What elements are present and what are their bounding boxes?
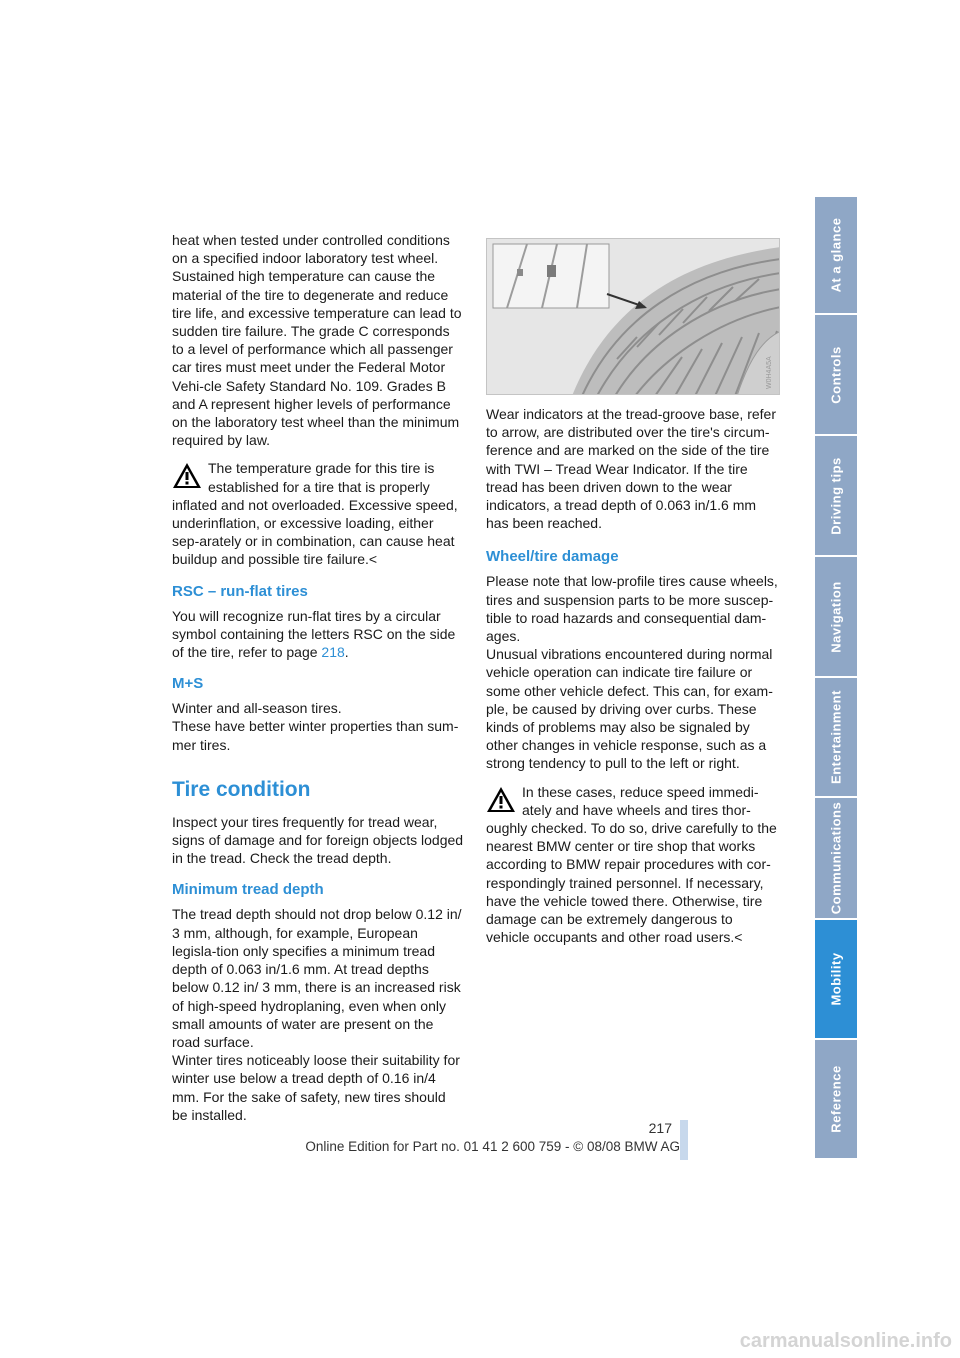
wheel-tire-damage-heading: Wheel/tire damage [486, 548, 619, 566]
tab-label: Reference [828, 1065, 844, 1133]
rsc-heading: RSC – run-flat tires [172, 582, 308, 600]
chapter-sidebar [815, 197, 857, 1160]
tab-label: Controls [828, 345, 844, 404]
tab-at-a-glance[interactable] [815, 197, 857, 315]
warning-line-1: In these cases, reduce speed immedi- [522, 783, 759, 800]
damage-warning [486, 783, 778, 947]
rsc-paragraph [172, 607, 464, 662]
site-watermark: carmanualsonline.info [739, 1330, 952, 1352]
rsc-text: You will recognize run-flat tires by a circular symbol containing the letters RSC on the side of the tire, refer to page [172, 607, 456, 661]
tab-reference[interactable] [815, 1040, 857, 1160]
min-tread-paragraph-2: Winter tires noticeably loose their suitability for winter use below a tread depth of 0.16 in/4 mm. For the sake of safety, new tires should be installed. [172, 1052, 460, 1123]
edition-footer: Online Edition for Part no. 01 41 2 600 759 - © 08/08 BMW AG [305, 1139, 680, 1154]
warning-rest: inflated and not overloaded. Excessive speed, underinflation, or excessive loading, either sep-arately or in combination, can cause heat buildup and possible tire failure.< [172, 496, 458, 568]
damage-paragraph-2: Unusual vibrations encountered during normal vehicle operation can indicate tire failure or some other vehicle defect. This can, for exam-ple, be caused by driving over curbs. These kinds of problems may also be signaled by other changes in vehicle response, such as a strong tendency to pull to the left or right. [486, 646, 773, 772]
ms-heading: M+S [172, 675, 204, 693]
temperature-warning [172, 459, 464, 568]
tab-label: Communications [828, 801, 844, 915]
warning-rest: oughly checked. To do so, drive carefully to the nearest BMW center or tire shop that works according to BMW repair procedures with cor-respondingly trained personnel. If necessary, have the vehicle towed there. Otherwise, tire damage can be extremely dangerous to vehicle occupants and other road users.< [486, 820, 777, 946]
tire-condition-heading: Tire condition [172, 777, 311, 801]
rsc-text-end: . [344, 644, 349, 661]
page-218-link[interactable]: 218 [321, 644, 345, 661]
tab-controls[interactable] [815, 315, 857, 436]
tire-illustration [487, 239, 780, 395]
tab-entertainment[interactable] [815, 678, 857, 798]
warning-icon [486, 786, 516, 813]
wear-indicators-paragraph: Wear indicators at the tread-groove base, refer to arrow, are distributed over the tire's circum-ference and are marked on the side of the tire with TWI – Tread Wear Indicator. If the tire tread has been driven down to the wear indicators, a tread depth of 0.063 in/1.6 mm has been reached. [486, 406, 777, 532]
figure-code: W0H4A5A [766, 356, 773, 389]
min-tread-heading: Minimum tread depth [172, 881, 324, 899]
tire-condition-paragraph: Inspect your tires frequently for tread wear, signs of damage and for foreign objects lodged in the tread. Check the tread depth. [172, 813, 464, 867]
left-column [172, 231, 464, 1124]
damage-paragraph-1: Please note that low-profile tires cause wheels, tires and suspension parts to be more suscep-tible to road hazards and consequential dam-ages. [486, 573, 778, 645]
warning-line-2: ately and have wheels and tires thor- [522, 801, 751, 818]
tab-label: Entertainment [828, 690, 844, 784]
min-tread-paragraph-1: The tread depth should not drop below 0.12 in/ 3 mm, although, for example, European legisla-tion only specifies a minimum tread depth of 0.063 in/1.6 mm. At tread depths below 0.12 in/ 3 mm, there is an increased risk of high-speed hydroplaning, even when only small amounts of water are present on the road surface. [172, 906, 462, 1050]
warning-line-2: established for a tire that is properly [208, 478, 430, 495]
tab-label: Mobility [828, 952, 844, 1006]
warning-line-1: The temperature grade for this tire is [208, 460, 435, 477]
tab-communications[interactable] [815, 798, 857, 920]
intro-paragraph: heat when tested under controlled conditions on a specified indoor laboratory test wheel. Sustained high temperature can cause the material of the tire to degenerate and reduce tire life, and excessive temperature can lead to sudden tire failure. The grade C corresponds to a level of performance which all passenger car tires must meet under the Federal Motor Vehi-cle Safety Standard No. 109. Grades B and A represent higher levels of performance on the laboratory test wheel than the minimum required by law. [172, 232, 462, 449]
tab-label: At a glance [828, 217, 844, 293]
page-number: 217 [648, 1120, 672, 1136]
tab-mobility[interactable] [815, 920, 857, 1040]
ms-line-2: These have better winter properties than sum-mer tires. [172, 718, 459, 753]
tire-tread-figure [486, 238, 780, 395]
tab-label: Driving tips [828, 456, 844, 535]
tab-driving-tips[interactable] [815, 436, 857, 557]
tab-navigation[interactable] [815, 557, 857, 678]
footer-bar [680, 1120, 688, 1160]
ms-line-1: Winter and all-season tires. [172, 700, 342, 717]
tab-label: Navigation [828, 580, 844, 653]
warning-icon [172, 462, 202, 489]
right-column [486, 405, 778, 946]
